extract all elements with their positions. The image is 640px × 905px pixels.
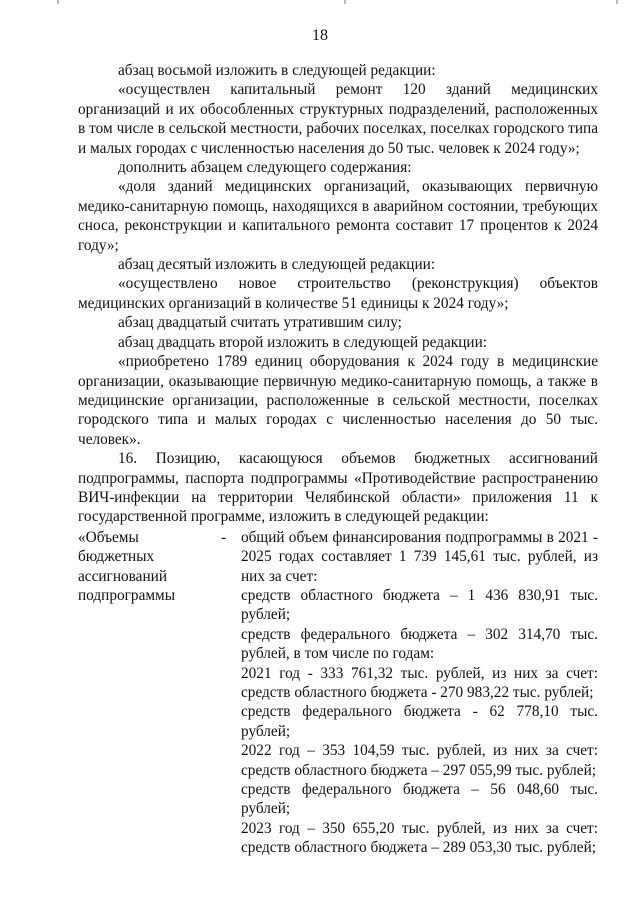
budget-line: 2021 год - 333 761,32 тыс. рублей, из них за счет: средств областного бюджета - 270 983,22 тыс. рублей; xyxy=(241,664,598,701)
paragraph: абзац двадцать второй изложить в следующей редакции: xyxy=(118,333,488,351)
budget-line: общий объем финансирования подпрограммы в 2021 - 2025 годах составляет 1 739 145,61 тыс. рублей, из них за счет: xyxy=(241,528,598,585)
budget-table-values xyxy=(241,528,598,858)
budget-table-label: «Объемы бюджетных ассигнований подпрограммы xyxy=(78,528,176,604)
budget-line: 2023 год – 350 655,20 тыс. рублей, из них за счет: средств областного бюджета – 289 053,30 тыс. рублей; xyxy=(241,819,598,857)
paragraph: абзац десятый изложить в следующей редакции: xyxy=(118,256,436,274)
budget-table-dash: - xyxy=(221,528,227,546)
paragraph: абзац двадцатый считать утратившим силу; xyxy=(118,314,402,332)
paragraph: «доля зданий медицинских организаций, оказывающих первичную медико-санитарную помощь, находящихся в аварийном состоянии, требующих сноса, реконструкции и капитального ремонта составит 17 процентов к 2024 году»; xyxy=(78,178,598,254)
paragraph: «осуществлен капитальный ремонт 120 зданий медицинских организаций и их обособленных структурных подразделений, расположенных в том числе в сельской местности, рабочих поселках, поселках городского типа и малых городах с численностью населения до 50 тыс. человек к 2024 году»; xyxy=(78,81,598,157)
paragraph: абзац восьмой изложить в следующей редакции: xyxy=(118,62,436,79)
paragraph: 16. Позицию, касающуюся объемов бюджетных ассигнований подпрограммы, паспорта подпрограммы «Противодействие распространению ВИЧ-инфекции на территории Челябинской области» приложения 11 к государственной программе, изложить в следующей редакции: xyxy=(78,450,598,526)
scan-mark-mid xyxy=(344,0,346,4)
scan-mark-left xyxy=(57,0,59,4)
page-number: 18 xyxy=(312,27,328,44)
paragraph: «приобретено 1789 единиц оборудования к 2024 году в медицинские организации, оказывающие первичную медико-санитарную помощь, а также в медицинские организации, расположенные в сельской местности, поселках городского типа и малых городах с численностью населения до 50 тыс. человек». xyxy=(78,353,598,448)
budget-line: 2022 год – 353 104,59 тыс. рублей, из них за счет: средств областного бюджета – 297 055,99 тыс. рублей; xyxy=(241,742,598,779)
budget-table xyxy=(78,528,598,858)
budget-line: средств областного бюджета – 1 436 830,91 тыс. рублей; xyxy=(241,586,598,624)
budget-line: средств федерального бюджета – 302 314,70 тыс. рублей, в том числе по годам: xyxy=(241,625,598,663)
budget-line: средств федерального бюджета – 56 048,60 тыс. рублей; xyxy=(241,781,598,818)
paragraph: дополнить абзацем следующего содержания: xyxy=(118,159,412,177)
paragraph-list xyxy=(78,61,598,527)
document-body xyxy=(78,61,598,858)
scan-mark-right xyxy=(616,0,618,4)
budget-line: средств федерального бюджета - 62 778,10 тыс. рублей; xyxy=(241,703,598,740)
paragraph: «осуществлено новое строительство (реконструкция) объектов медицинских организаций в количестве 51 единицы к 2024 году»; xyxy=(78,275,598,312)
